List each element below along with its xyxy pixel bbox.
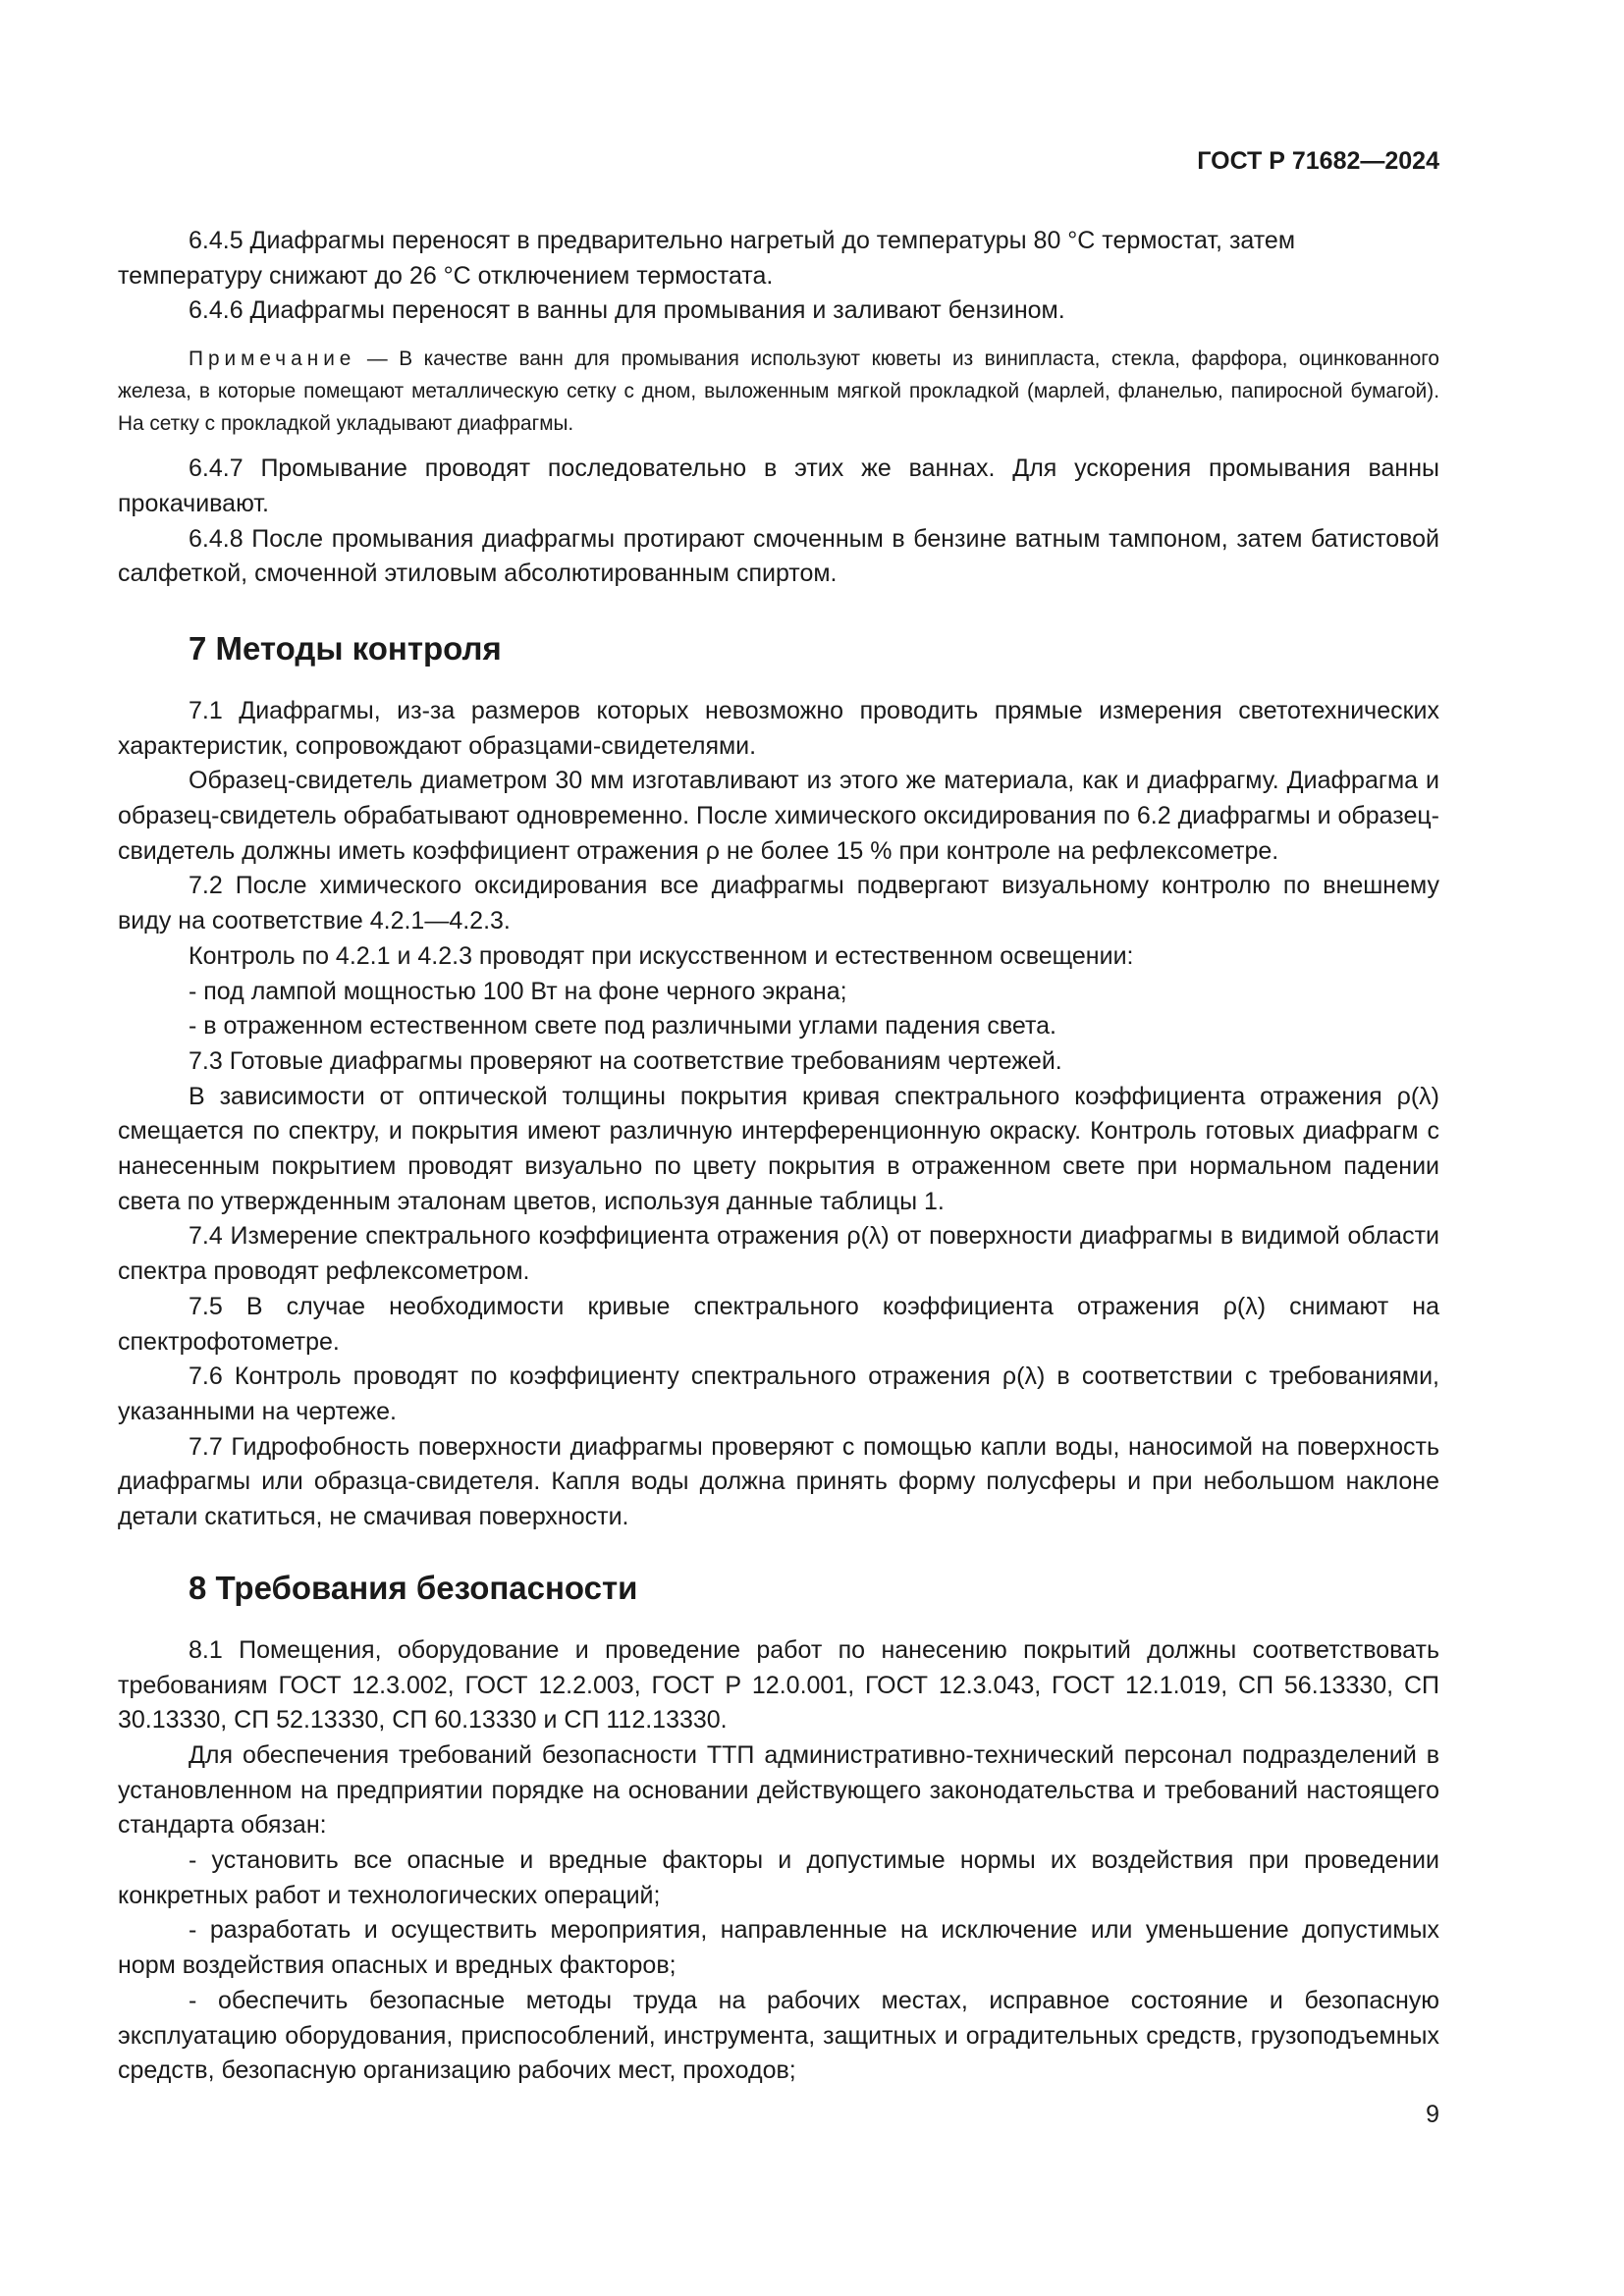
paragraph-7-6: 7.6 Контроль проводят по коэффициенту спектрального отражения ρ(λ) в соответствии с требованиями, указанными на чертеже. <box>118 1362 1439 1425</box>
standard-code-header: ГОСТ Р 71682—2024 <box>1197 147 1439 175</box>
paragraph-6-4-8: 6.4.8 После промывания диафрагмы протирают смоченным в бензине ватным тампоном, затем батистовой салфеткой, смоченной этиловым абсолютированным спиртом. <box>118 524 1439 588</box>
paragraph-7-7: 7.7 Гидрофобность поверхности диафрагмы проверяют с помощью капли воды, наносимой на поверхность диафрагмы или образца-свидетеля. Капля воды должна принять форму полусферы и при небольшом наклоне детали скатиться, не смачивая поверхности. <box>118 1432 1439 1531</box>
paragraph-7-3: 7.3 Готовые диафрагмы проверяют на соответствие требованиям чертежей. <box>189 1046 1062 1075</box>
list-item-safe-methods: - обеспечить безопасные методы труда на рабочих местах, исправное состояние и безопасную эксплуатацию оборудования, приспособлений, инструмента, защитных и оградительных средств, грузоподъемных средств, безопасную организацию рабочих мест, проходов; <box>118 1986 1439 2085</box>
paragraph-7-3-spectrum: В зависимости от оптической толщины покрытия кривая спектрального коэффициента отражения ρ(λ) смещается по спектру, и покрытия имеют различную интерференционную окраску. Контроль готовых диафрагм с нанесенным покрытием проводят визуально по цвету покрытия в отраженном свете при нормальном падении света по утвержденным эталонам цветов, используя данные таблицы 1. <box>118 1082 1439 1215</box>
paragraph-7-2: 7.2 После химического оксидирования все диафрагмы подвергают визуальному контролю по внешнему виду на соответствие 4.2.1—4.2.3. <box>118 872 1439 935</box>
section-8-heading: 8 Требования безопасности <box>189 1569 638 1606</box>
paragraph-8-1: 8.1 Помещения, оборудование и проведение работ по нанесению покрытий должны соответствовать требованиям ГОСТ 12.3.002, ГОСТ 12.2.003, ГОСТ Р 12.0.001, ГОСТ 12.3.043, ГОСТ 12.1.019, СП 56.13330, СП 30.13330, СП 52.13330, СП 60.13330 и СП 112.13330. <box>118 1635 1439 1735</box>
paragraph-6-4-7: 6.4.7 Промывание проводят последовательно в этих же ваннах. Для ускорения промывания ванны прокачивают. <box>118 454 1439 517</box>
paragraph-6-4-5-line-2: температуру снижают до 26 °С отключением термостата. <box>118 261 774 290</box>
paragraph-7-5: 7.5 В случае необходимости кривые спектрального коэффициента отражения ρ(λ) снимают на спектрофотометре. <box>118 1292 1439 1356</box>
paragraph-6-4-6: 6.4.6 Диафрагмы переносят в ванны для промывания и заливают бензином. <box>189 296 1065 325</box>
paragraph-7-4: 7.4 Измерение спектрального коэффициента отражения ρ(λ) от поверхности диафрагмы в видимой области спектра проводят рефлексометром. <box>118 1222 1439 1286</box>
note-block <box>118 343 1439 440</box>
document-body <box>118 224 1439 2089</box>
note-text: — В качестве ванн для промывания используют кюветы из винипласта, стекла, фарфора, оцинкованного железа, в которые помещают металлическую сетку с дном, выложенным мягкой прокладкой (марлей, фланелью, папиросной бумагой). На сетку с прокладкой укладывают диафрагмы. <box>118 347 1439 436</box>
list-item-reflected-light: - в отраженном естественном свете под различными углами падения света. <box>189 1012 1056 1041</box>
list-item-lamp: - под лампой мощностью 100 Вт на фоне черного экрана; <box>189 977 847 1005</box>
paragraph-7-1-sample: Образец-свидетель диаметром 30 мм изготавливают из этого же материала, как и диафрагму. Диафрагма и образец-свидетель обрабатывают одновременно. После химического оксидирования по 6.2 диафрагмы и образец-свидетель должны иметь коэффициент отражения ρ не более 15 % при контроле на рефлексометре. <box>118 767 1440 865</box>
paragraph-7-1: 7.1 Диафрагмы, из-за размеров которых невозможно проводить прямые измерения светотехнических характеристик, сопровождают образцами-свидетелями. <box>118 696 1439 760</box>
list-item-measures: - разработать и осуществить мероприятия, направленные на исключение или уменьшение допустимых норм воздействия опасных и вредных факторов; <box>118 1916 1439 1980</box>
page-number: 9 <box>1426 2101 1439 2128</box>
list-item-hazards: - установить все опасные и вредные факторы и допустимые нормы их воздействия при проведении конкретных работ и технологических операций; <box>118 1846 1439 1909</box>
section-7-heading: 7 Методы контроля <box>189 629 502 667</box>
paragraph-7-2-control: Контроль по 4.2.1 и 4.2.3 проводят при искусственном и естественном освещении: <box>189 941 1134 970</box>
paragraph-6-4-5-line-1: 6.4.5 Диафрагмы переносят в предварительно нагретый до температуры 80 °С термостат, затем <box>189 227 1296 254</box>
paragraph-8-1-personnel: Для обеспечения требований безопасности ТТП административно-технический персонал подразделений в установленном на предприятии порядке на основании действующего законодательства и требований настоящего стандарта обязан: <box>118 1740 1439 1840</box>
note-label: Примечание <box>189 347 356 371</box>
